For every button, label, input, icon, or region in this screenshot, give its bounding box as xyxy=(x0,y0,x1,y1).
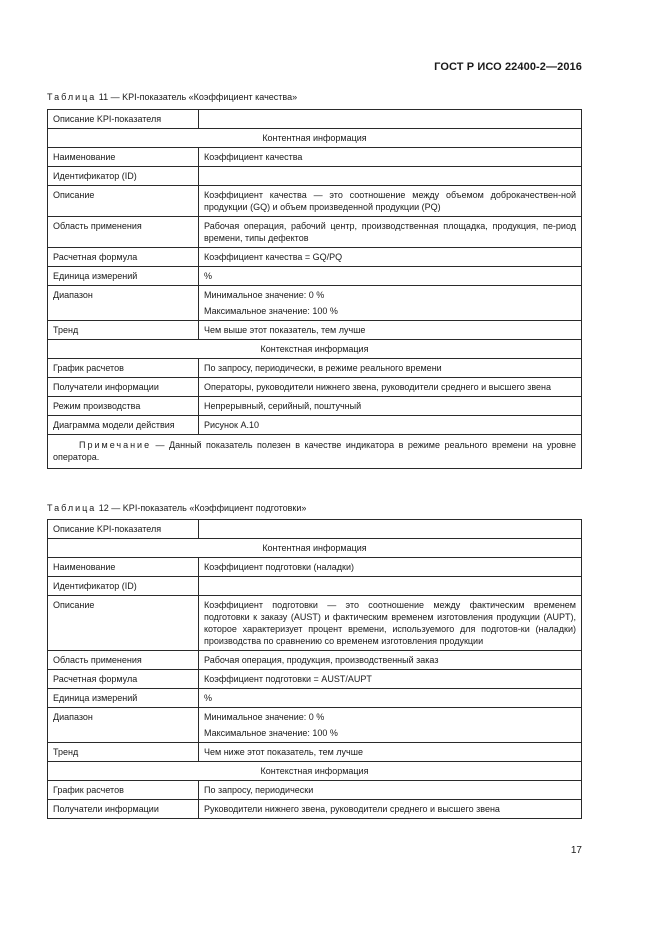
row-value xyxy=(199,110,582,129)
kpi-table-12 xyxy=(47,519,582,819)
row-value: По запросу, периодически xyxy=(199,781,582,800)
table-row xyxy=(48,781,582,800)
section-heading: Контекстная информация xyxy=(48,340,582,359)
section-row xyxy=(48,762,582,781)
row-label: Описание KPI-показателя xyxy=(48,520,199,539)
page-number: 17 xyxy=(570,845,582,856)
section-row xyxy=(48,539,582,558)
row-value: По запросу, периодически, в режиме реального времени xyxy=(199,359,582,378)
table-row xyxy=(48,416,582,435)
section-heading: Контентная информация xyxy=(48,129,582,148)
section-heading: Контентная информация xyxy=(48,539,582,558)
table-row xyxy=(48,267,582,286)
table-row xyxy=(48,248,582,267)
row-label: Тренд xyxy=(48,321,199,340)
row-label: Описание xyxy=(48,186,199,217)
note-label: Примечание xyxy=(79,440,152,450)
row-value: Коэффициент подготовки (наладки) xyxy=(199,558,582,577)
section-row xyxy=(48,340,582,359)
row-value: Руководители нижнего звена, руководители среднего и высшего звена xyxy=(199,800,582,819)
table-row xyxy=(48,217,582,248)
row-label: Получатели информации xyxy=(48,378,199,397)
table-row xyxy=(48,558,582,577)
row-label: Расчетная формула xyxy=(48,670,199,689)
row-label: Наименование xyxy=(48,148,199,167)
row-label: Расчетная формула xyxy=(48,248,199,267)
table-row xyxy=(48,670,582,689)
row-label: Идентификатор (ID) xyxy=(48,577,199,596)
table-row xyxy=(48,148,582,167)
table-11-caption-word: Таблица xyxy=(47,92,97,102)
table-row xyxy=(48,167,582,186)
row-value: Коэффициент подготовки = AUST/AUPT xyxy=(199,670,582,689)
row-label: Единица измерений xyxy=(48,689,199,708)
row-value: Рабочая операция, рабочий центр, производственная площадка, продукция, пе-риод времени, типы дефектов xyxy=(199,217,582,248)
table-11-caption-text: 11 — KPI-показатель «Коэффициент качества» xyxy=(96,92,298,102)
table-row xyxy=(48,689,582,708)
row-value: Рисунок А.10 xyxy=(199,416,582,435)
note-row xyxy=(48,435,582,469)
row-label: Область применения xyxy=(48,651,199,670)
row-value: Операторы, руководители нижнего звена, руководители среднего и высшего звена xyxy=(199,378,582,397)
table-12-caption-word: Таблица xyxy=(47,503,97,513)
table-row xyxy=(48,743,582,762)
row-value: Чем ниже этот показатель, тем лучше xyxy=(199,743,582,762)
range-min: Минимальное значение: 0 % xyxy=(204,712,325,722)
row-value: % xyxy=(199,689,582,708)
table-row xyxy=(48,110,582,129)
range-max: Максимальное значение: 100 % xyxy=(204,306,338,316)
row-value xyxy=(199,520,582,539)
table-12-caption xyxy=(47,503,306,513)
table-11-caption xyxy=(47,92,297,102)
standard-header: ГОСТ Р ИСО 22400-2—2016 xyxy=(434,61,582,73)
row-label: Описание KPI-показателя xyxy=(48,110,199,129)
row-value xyxy=(199,286,582,321)
table-row xyxy=(48,708,582,743)
row-label: Наименование xyxy=(48,558,199,577)
table-row xyxy=(48,800,582,819)
table-row xyxy=(48,321,582,340)
section-row xyxy=(48,129,582,148)
table-row xyxy=(48,651,582,670)
row-value: Коэффициент подготовки — это соотношение между фактическим временем подготовки к заказу (AUST) и фактическим временем изготовления продукции (AUPT), которое характеризует процент времени, используемого для подготов-ки (наладки) производства по сравнению со временем изготовления продукции xyxy=(199,596,582,651)
row-value: Коэффициент качества — это соотношение между объемом доброкачествен-ной продукции (GQ) и объем произведенной продукции (PQ) xyxy=(199,186,582,217)
table-note xyxy=(48,435,582,469)
table-row xyxy=(48,286,582,321)
row-label: Описание xyxy=(48,596,199,651)
row-value: Коэффициент качества xyxy=(199,148,582,167)
section-heading: Контекстная информация xyxy=(48,762,582,781)
table-row xyxy=(48,378,582,397)
range-min: Минимальное значение: 0 % xyxy=(204,290,325,300)
row-label: Режим производства xyxy=(48,397,199,416)
row-label: Единица измерений xyxy=(48,267,199,286)
row-value xyxy=(199,577,582,596)
row-value: Коэффициент качества = GQ/PQ xyxy=(199,248,582,267)
table-row xyxy=(48,397,582,416)
row-label: Тренд xyxy=(48,743,199,762)
row-label: График расчетов xyxy=(48,359,199,378)
row-value xyxy=(199,167,582,186)
row-label: Диапазон xyxy=(48,286,199,321)
row-value: Чем выше этот показатель, тем лучше xyxy=(199,321,582,340)
row-label: Диаграмма модели действия xyxy=(48,416,199,435)
row-label: Получатели информации xyxy=(48,800,199,819)
row-label: График расчетов xyxy=(48,781,199,800)
row-label: Диапазон xyxy=(48,708,199,743)
table-row xyxy=(48,359,582,378)
row-value: Рабочая операция, продукция, производственный заказ xyxy=(199,651,582,670)
note-text: — Данный показатель полезен в качестве индикатора в режиме реального времени на уровне оператора. xyxy=(53,440,576,462)
row-value: % xyxy=(199,267,582,286)
table-12-caption-text: 12 — KPI-показатель «Коэффициент подготовки» xyxy=(96,503,307,513)
table-row xyxy=(48,596,582,651)
row-value xyxy=(199,708,582,743)
range-max: Максимальное значение: 100 % xyxy=(204,728,338,738)
row-value: Непрерывный, серийный, поштучный xyxy=(199,397,582,416)
table-row xyxy=(48,577,582,596)
row-label: Идентификатор (ID) xyxy=(48,167,199,186)
table-row xyxy=(48,520,582,539)
row-label: Область применения xyxy=(48,217,199,248)
table-row xyxy=(48,186,582,217)
kpi-table-11 xyxy=(47,109,582,469)
